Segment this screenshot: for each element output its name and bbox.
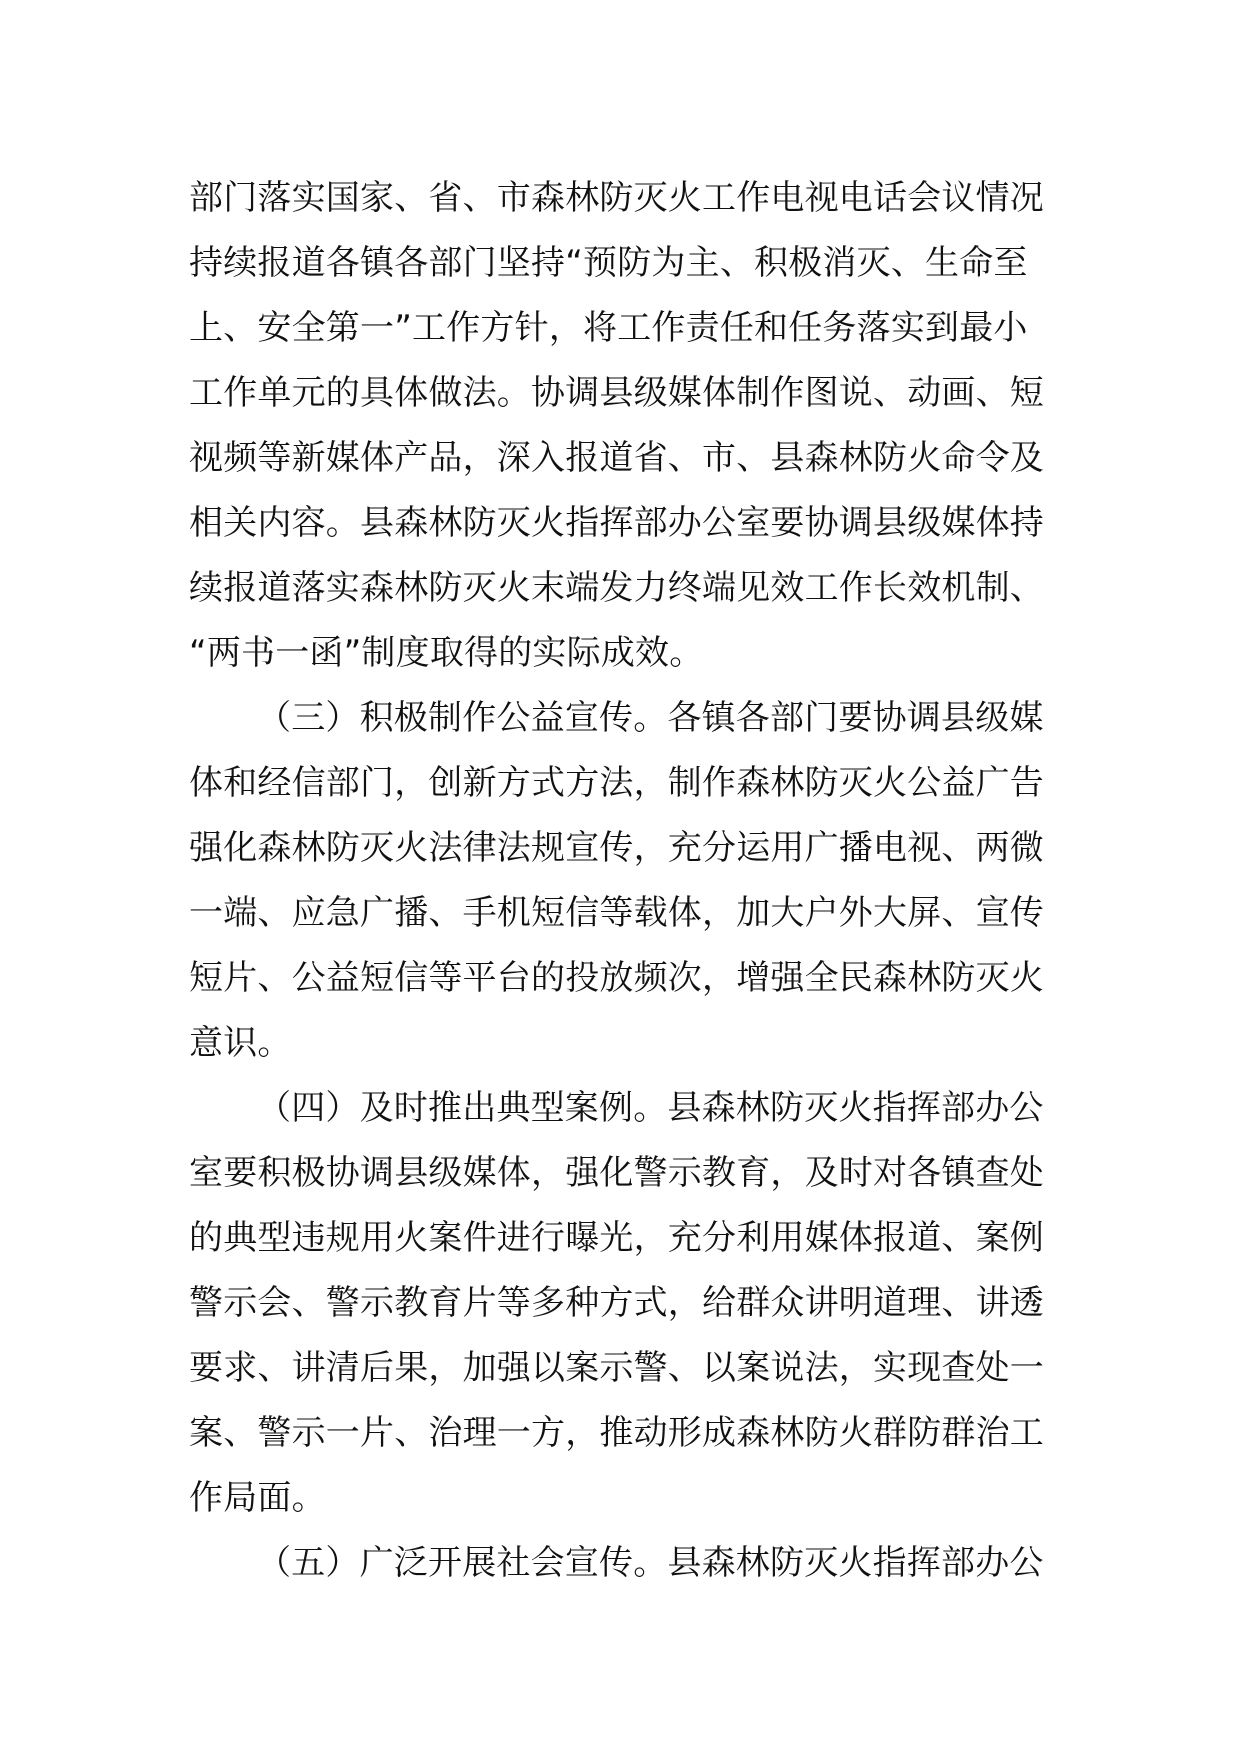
body-text: [189, 166, 1059, 1596]
text-line: 工作单元的具体做法。协调县级媒体制作图说、动画、短: [189, 373, 1044, 413]
text-line: 部门落实国家、省、市森林防灭火工作电视电话会议情况: [189, 178, 1044, 218]
text-line: 要求、讲清后果，加强以案示警、以案说法，实现查处一: [189, 1348, 1044, 1388]
text-line: 视频等新媒体产品，深入报道省、市、县森林防火命令及: [189, 438, 1044, 478]
text-line: 作局面。: [189, 1478, 326, 1518]
text-line: 一端、应急广播、手机短信等载体，加大户外大屏、宣传: [189, 893, 1044, 933]
text-line: 室要积极协调县级媒体，强化警示教育，及时对各镇查处: [189, 1153, 1044, 1193]
text-line: 相关内容。县森林防灭火指挥部办公室要协调县级媒体持: [189, 503, 1044, 543]
text-line: 警示会、警示教育片等多种方式，给群众讲明道理、讲透: [189, 1283, 1044, 1323]
text-line: 持续报道各镇各部门坚持“预防为主、积极消灭、生命至: [189, 243, 1028, 283]
paragraph-heading-4: （四）及时推出典型案例。县森林防灭火指挥部办公: [257, 1088, 1044, 1128]
text-line: 强化森林防灭火法律法规宣传，充分运用广播电视、两微: [189, 828, 1044, 868]
text-line: 短片、公益短信等平台的投放频次，增强全民森林防灭火: [189, 958, 1044, 998]
text-line: 续报道落实森林防灭火末端发力终端见效工作长效机制、: [189, 568, 1044, 608]
text-line: 上、安全第一”工作方针，将工作责任和任务落实到最小: [189, 308, 1028, 348]
paragraph-heading-3: （三）积极制作公益宣传。各镇各部门要协调县级媒: [257, 698, 1044, 738]
text-line: 案、警示一片、治理一方，推动形成森林防火群防群治工: [189, 1413, 1044, 1453]
paragraph-heading-5: （五）广泛开展社会宣传。县森林防灭火指挥部办公: [257, 1543, 1044, 1583]
text-line: 意识。: [189, 1023, 292, 1063]
text-line: 体和经信部门，创新方式方法，制作森林防灭火公益广告: [189, 763, 1044, 803]
text-line: “两书一函”制度取得的实际成效。: [189, 633, 704, 673]
text-line: 的典型违规用火案件进行曝光，充分利用媒体报道、案例: [189, 1218, 1044, 1258]
